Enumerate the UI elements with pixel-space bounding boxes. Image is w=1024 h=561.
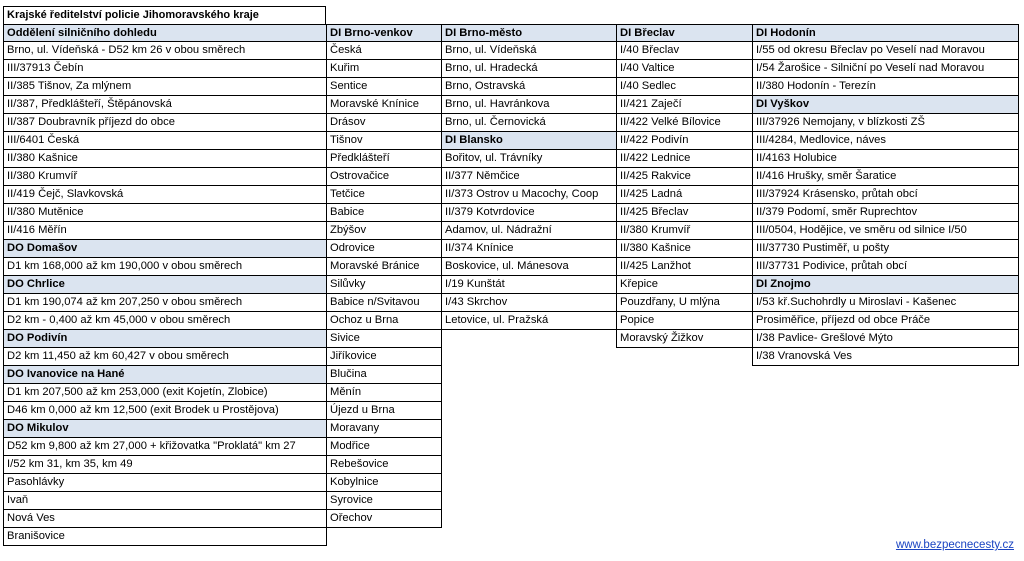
table-cell: Ořechov	[327, 510, 442, 528]
table-cell: Silůvky	[327, 276, 442, 294]
table-cell: D2 km - 0,400 až km 45,000 v obou směrech	[4, 312, 327, 330]
table-cell: Babice	[327, 204, 442, 222]
table-cell: II/4163 Holubice	[753, 150, 1019, 168]
column-di-brno-mesto	[441, 24, 617, 330]
table-cell: Odrovice	[327, 240, 442, 258]
table-cell: Pouzdřany, U mlýna	[617, 294, 753, 312]
table-cell: I/55 od okresu Břeclav po Veselí nad Moravou	[753, 42, 1019, 60]
section-header: DI Břeclav	[617, 24, 753, 42]
section-header: DI Blansko	[442, 132, 617, 150]
table-cell: Moravský Žižkov	[617, 330, 753, 348]
table-cell: Pasohlávky	[4, 474, 327, 492]
table-cell: II/422 Lednice	[617, 150, 753, 168]
table-cell: Prosiměřice, příjezd od obce Práče	[753, 312, 1019, 330]
table-cell: Nová Ves	[4, 510, 327, 528]
table-cell: II/425 Ladná	[617, 186, 753, 204]
table-cell: II/419 Čejč, Slavkovská	[4, 186, 327, 204]
table-cell: I/43 Skrchov	[442, 294, 617, 312]
section-header: DO Chrlice	[4, 276, 327, 294]
table-cell: III/37731 Podivice, průtah obcí	[753, 258, 1019, 276]
table-cell: II/380 Mutěnice	[4, 204, 327, 222]
table-cell: Branišovice	[4, 528, 327, 546]
table-cell: D52 km 9,800 až km 27,000 + křižovatka "Proklatá" km 27	[4, 438, 327, 456]
table-cell: I/40 Břeclav	[617, 42, 753, 60]
section-header: DO Domašov	[4, 240, 327, 258]
table-cell: I/54 Žarošice - Silniční po Veselí nad Moravou	[753, 60, 1019, 78]
table-cell: Adamov, ul. Nádražní	[442, 222, 617, 240]
table-cell: II/380 Krumvíř	[4, 168, 327, 186]
table-cell: II/387 Doubravník příjezd do obce	[4, 114, 327, 132]
table-cell: Drásov	[327, 114, 442, 132]
table-cell: Syrovice	[327, 492, 442, 510]
table-cell: I/38 Vranovská Ves	[753, 348, 1019, 366]
table-cell: III/37913 Čebín	[4, 60, 327, 78]
table-cell: Modřice	[327, 438, 442, 456]
table-cell: III/37926 Nemojany, v blízkosti ZŠ	[753, 114, 1019, 132]
table-cell: II/379 Kotvrdovice	[442, 204, 617, 222]
table-cell: Rebešovice	[327, 456, 442, 474]
section-header: DO Podivín	[4, 330, 327, 348]
table-cell: I/53 kř.Suchohrdly u Miroslavi - Kašenec	[753, 294, 1019, 312]
table-cell: Brno, Ostravská	[442, 78, 617, 96]
table-cell: II/373 Ostrov u Macochy, Coop	[442, 186, 617, 204]
table-cell: II/425 Rakvice	[617, 168, 753, 186]
table-cell: D1 km 207,500 až km 253,000 (exit Kojetín, Zlobice)	[4, 384, 327, 402]
table-cell: II/416 Hrušky, směr Šaratice	[753, 168, 1019, 186]
table-cell: I/40 Valtice	[617, 60, 753, 78]
section-header: DO Ivanovice na Hané	[4, 366, 327, 384]
table-cell: Brno, ul. Černovická	[442, 114, 617, 132]
table-cell: Letovice, ul. Pražská	[442, 312, 617, 330]
table-cell: Brno, ul. Vídeňská	[442, 42, 617, 60]
table-cell: II/380 Kašnice	[617, 240, 753, 258]
table-cell: II/380 Krumvíř	[617, 222, 753, 240]
table-cell: Kuřim	[327, 60, 442, 78]
table-cell: II/379 Podomí, směr Ruprechtov	[753, 204, 1019, 222]
section-header: Oddělení silničního dohledu	[4, 24, 327, 42]
section-header: DI Vyškov	[753, 96, 1019, 114]
table-cell: III/4284, Medlovice, náves	[753, 132, 1019, 150]
table-cell: Brno, ul. Vídeňská - D52 km 26 v obou směrech	[4, 42, 327, 60]
section-header: DI Hodonín	[753, 24, 1019, 42]
table-cell: Sivice	[327, 330, 442, 348]
website-link[interactable]: www.bezpecnecesty.cz	[895, 539, 1014, 551]
table-cell: Ostrovačice	[327, 168, 442, 186]
table-cell: Blučina	[327, 366, 442, 384]
table-cell: Kobylnice	[327, 474, 442, 492]
column-di-hodonin	[752, 24, 1019, 366]
table-cell: Boskovice, ul. Mánesova	[442, 258, 617, 276]
table-cell: Moravské Knínice	[327, 96, 442, 114]
table-cell: II/422 Podivín	[617, 132, 753, 150]
table-cell: II/421 Zaječí	[617, 96, 753, 114]
table-cell: II/374 Knínice	[442, 240, 617, 258]
table-cell: Újezd u Brna	[327, 402, 442, 420]
table-cell: D1 km 190,074 až km 207,250 v obou směrech	[4, 294, 327, 312]
table-cell: I/19 Kunštát	[442, 276, 617, 294]
table-cell: Předklášteří	[327, 150, 442, 168]
table-cell: III/6401 Česká	[4, 132, 327, 150]
table-cell: II/422 Velké Bílovice	[617, 114, 753, 132]
table-cell: I/52 km 31, km 35, km 49	[4, 456, 327, 474]
table-cell: II/425 Lanžhot	[617, 258, 753, 276]
table-cell: III/37924 Krásensko, průtah obcí	[753, 186, 1019, 204]
table-cell: Zbýšov	[327, 222, 442, 240]
table-cell: Ivaň	[4, 492, 327, 510]
section-header: DO Mikulov	[4, 420, 327, 438]
section-header: DI Znojmo	[753, 276, 1019, 294]
table-cell: II/385 Tišnov, Za mlýnem	[4, 78, 327, 96]
table-cell: Tetčice	[327, 186, 442, 204]
section-header: DI Brno-venkov	[327, 24, 442, 42]
table-cell: II/380 Kašnice	[4, 150, 327, 168]
table-cell: D1 km 168,000 až km 190,000 v obou směrech	[4, 258, 327, 276]
section-header: DI Brno-město	[442, 24, 617, 42]
table-cell: Ochoz u Brna	[327, 312, 442, 330]
table-cell: Brno, ul. Hradecká	[442, 60, 617, 78]
table-cell: Moravany	[327, 420, 442, 438]
table-cell: Měnín	[327, 384, 442, 402]
column-osd	[3, 24, 327, 546]
table-cell: Tišnov	[327, 132, 442, 150]
table-cell: III/0504, Hodějice, ve směru od silnice I/50	[753, 222, 1019, 240]
table-cell: Moravské Bránice	[327, 258, 442, 276]
table-cell: II/380 Hodonín - Terezín	[753, 78, 1019, 96]
table-cell: D2 km 11,450 až km 60,427 v obou směrech	[4, 348, 327, 366]
column-di-breclav	[616, 24, 753, 348]
table-cell: D46 km 0,000 až km 12,500 (exit Brodek u Prostějova)	[4, 402, 327, 420]
table-cell: Jiříkovice	[327, 348, 442, 366]
table-cell: II/377 Němčice	[442, 168, 617, 186]
table-cell: II/387, Předklášteří, Štěpánovská	[4, 96, 327, 114]
table-cell: Sentice	[327, 78, 442, 96]
table-cell: Česká	[327, 42, 442, 60]
table-cell: III/37730 Pustiměř, u pošty	[753, 240, 1019, 258]
table-cell: I/38 Pavlice- Grešlové Mýto	[753, 330, 1019, 348]
column-di-brno-venkov	[326, 24, 442, 528]
table-cell: I/40 Sedlec	[617, 78, 753, 96]
sheet-title: Krajské ředitelství policie Jihomoravského kraje	[3, 6, 326, 24]
table-cell: Babice n/Svitavou	[327, 294, 442, 312]
table-cell: II/416 Měřín	[4, 222, 327, 240]
table-cell: Popice	[617, 312, 753, 330]
table-cell: Bořitov, ul. Trávníky	[442, 150, 617, 168]
table-cell: II/425 Břeclav	[617, 204, 753, 222]
table-cell: Křepice	[617, 276, 753, 294]
table-cell: Brno, ul. Havránkova	[442, 96, 617, 114]
